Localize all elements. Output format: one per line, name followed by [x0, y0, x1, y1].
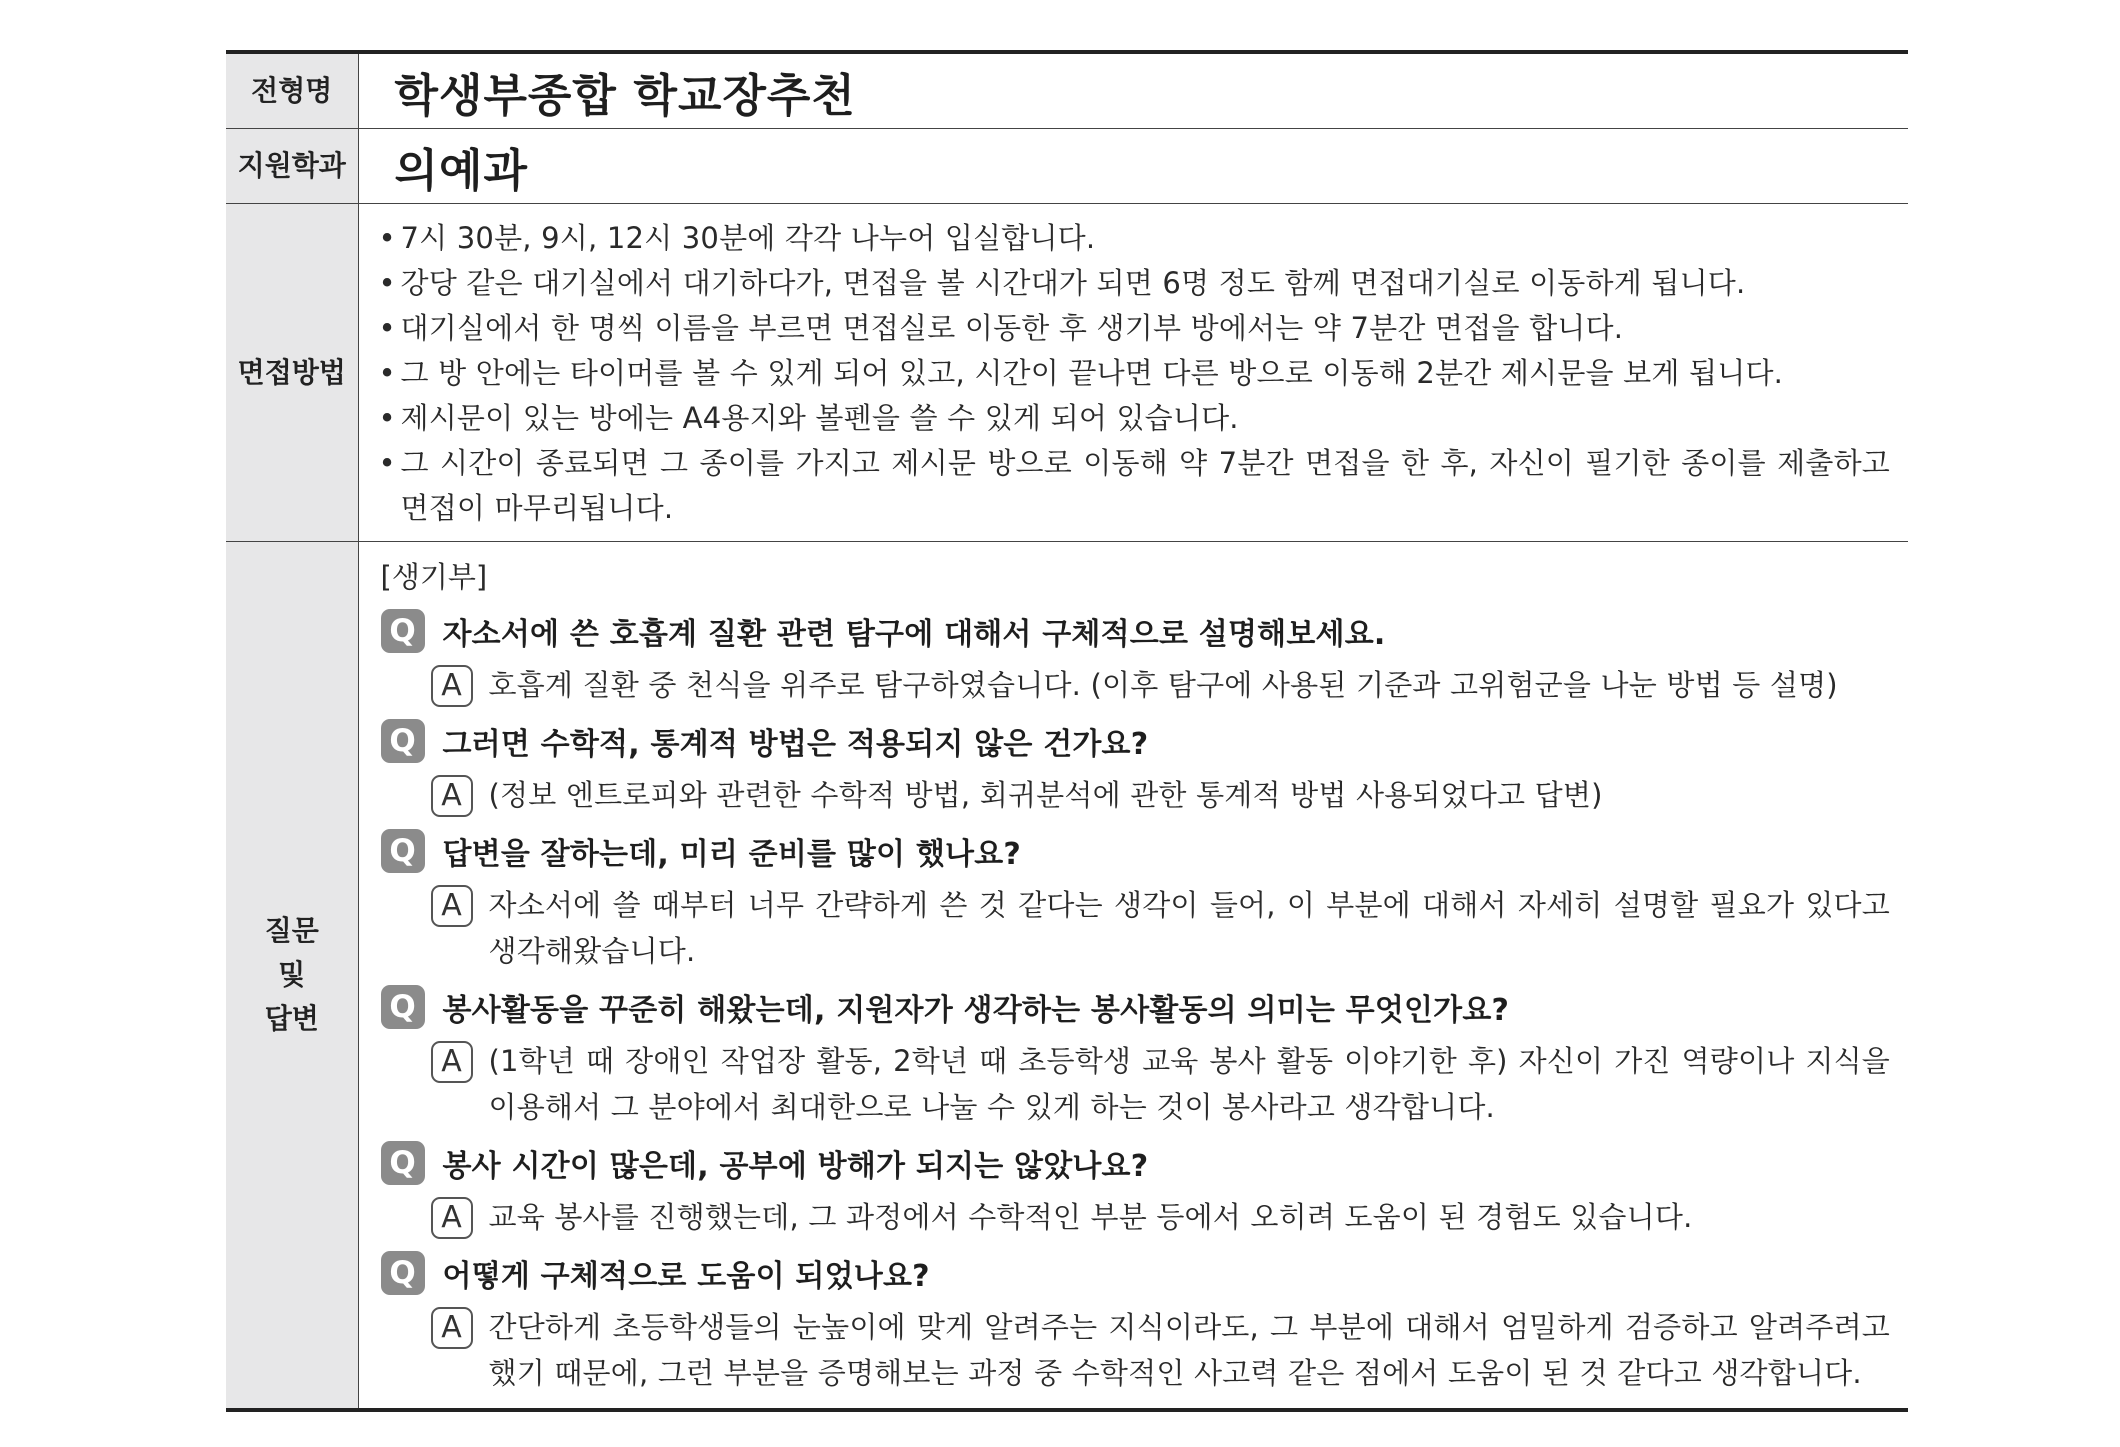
bullet: • [378, 356, 396, 390]
answer-6 [431, 1304, 1891, 1396]
bullet: • [378, 401, 396, 435]
answer-4 [431, 1038, 1891, 1130]
q-badge-icon: Q [381, 609, 425, 653]
method-list [379, 204, 1891, 541]
method-item: • 7시 30분, 9시, 12시 30분에 각각 나누어 입실합니다. [379, 216, 1891, 261]
answer-5 [431, 1194, 1891, 1240]
department-label: 지원학과 [226, 129, 358, 204]
qa-label: 질문 및 답변 [226, 542, 358, 1411]
a-badge-icon: A [431, 1197, 473, 1239]
method-item: • 그 시간이 종료되면 그 종이를 가지고 제시문 방으로 이동해 약 7분간 면접을 한 후, 자신이 필기한 종이를 제출하고 면접이 마무리됩니다. [379, 441, 1891, 531]
question-4 [381, 980, 1891, 1034]
q-badge-icon: Q [381, 1251, 425, 1295]
admission-value: 학생부종합 학교장추천 [394, 68, 856, 122]
a-badge-icon: A [431, 1041, 473, 1083]
method-item: • 그 방 안에는 타이머를 볼 수 있게 되어 있고, 시간이 끝나면 다른 방으로 이동해 2분간 제시문을 보게 됩니다. [379, 351, 1891, 396]
answer-text: 교육 봉사를 진행했는데, 그 과정에서 수학적인 부분 등에서 오히려 도움이 된 경험도 있습니다. [488, 1200, 1693, 1234]
question-1 [381, 604, 1891, 658]
a-badge-icon: A [431, 885, 473, 927]
bullet: • [378, 221, 396, 255]
question-text: 그러면 수학적, 통계적 방법은 적용되지 않은 건가요? [442, 727, 1149, 762]
admission-row [226, 52, 1908, 129]
method-item: • 제시문이 있는 방에는 A4용지와 볼펜을 쓸 수 있게 되어 있습니다. [379, 396, 1891, 441]
section-label: [생기부] [380, 560, 488, 594]
question-6 [381, 1246, 1891, 1300]
bullet: • [378, 266, 396, 300]
answer-text: 호흡계 질환 중 천식을 위주로 탐구하였습니다. (이후 탐구에 사용된 기준과 고위험군을 나눈 방법 등 설명) [488, 668, 1838, 702]
a-badge-icon: A [431, 1307, 473, 1349]
question-3 [381, 824, 1891, 878]
question-2 [381, 714, 1891, 768]
department-value: 의예과 [394, 143, 528, 197]
interview-table [226, 50, 1908, 1412]
qa-row [226, 542, 1908, 1411]
answer-text: (1학년 때 장애인 작업장 활동, 2학년 때 초등학생 교육 봉사 활동 이야기한 후) 자신이 가진 역량이나 지식을 이용해서 그 분야에서 최대한으로 나눌 수 있게 하는 것이 봉사라고 생각합니다. [488, 1044, 1890, 1124]
a-badge-icon: A [431, 665, 473, 707]
answer-1 [431, 662, 1891, 708]
question-text: 봉사활동을 꾸준히 해왔는데, 지원자가 생각하는 봉사활동의 의미는 무엇인가요? [442, 993, 1510, 1028]
department-row [226, 129, 1908, 204]
answer-text: (정보 엔트로피와 관련한 수학적 방법, 회귀분석에 관한 통계적 방법 사용되었다고 답변) [488, 778, 1603, 812]
method-item: • 강당 같은 대기실에서 대기하다가, 면접을 볼 시간대가 되면 6명 정도 함께 면접대기실로 이동하게 됩니다. [379, 261, 1891, 306]
answer-text: 자소서에 쓸 때부터 너무 간략하게 쓴 것 같다는 생각이 들어, 이 부분에 대해서 자세히 설명할 필요가 있다고 생각해왔습니다. [488, 888, 1890, 968]
answer-3 [431, 882, 1891, 974]
question-text: 봉사 시간이 많은데, 공부에 방해가 되지는 않았나요? [442, 1149, 1149, 1184]
method-label: 면접방법 [226, 204, 358, 542]
answer-text: 간단하게 초등학생들의 눈높이에 맞게 알려주는 지식이라도, 그 부분에 대해서 엄밀하게 검증하고 알려주려고 했기 때문에, 그런 부분을 증명해보는 과정 중 수학적인 사고력 같은 점에서 도움이 된 것 같다고 생각합니다. [488, 1310, 1890, 1390]
q-badge-icon: Q [381, 985, 425, 1029]
question-text: 어떻게 구체적으로 도움이 되었나요? [442, 1259, 930, 1294]
q-badge-icon: Q [381, 719, 425, 763]
bullet: • [378, 446, 396, 480]
q-badge-icon: Q [381, 829, 425, 873]
method-row [226, 204, 1908, 542]
bullet: • [378, 311, 396, 345]
qa-list [380, 542, 1891, 1408]
question-5 [381, 1136, 1891, 1190]
admission-label: 전형명 [226, 52, 358, 129]
a-badge-icon: A [431, 775, 473, 817]
question-text: 답변을 잘하는데, 미리 준비를 많이 했나요? [442, 837, 1021, 872]
method-item: • 대기실에서 한 명씩 이름을 부르면 면접실로 이동한 후 생기부 방에서는 약 7분간 면접을 합니다. [379, 306, 1891, 351]
question-text: 자소서에 쓴 호흡계 질환 관련 탐구에 대해서 구체적으로 설명해보세요. [442, 617, 1386, 652]
answer-2 [431, 772, 1891, 818]
q-badge-icon: Q [381, 1141, 425, 1185]
